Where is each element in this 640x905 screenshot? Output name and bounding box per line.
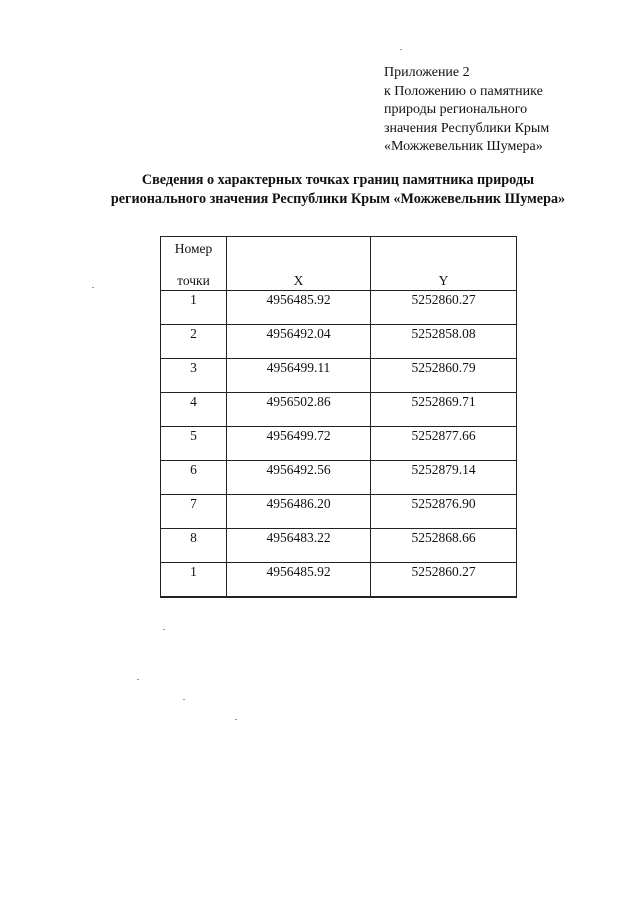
cell-x: 4956483.22 bbox=[227, 529, 371, 563]
cell-x: 4956502.86 bbox=[227, 393, 371, 427]
appendix-line: значения Республики Крым bbox=[384, 120, 550, 136]
header-point-number-line2: точки bbox=[177, 273, 210, 288]
cell-point: 5 bbox=[161, 427, 227, 461]
cell-point: 7 bbox=[161, 495, 227, 529]
table-row bbox=[161, 359, 517, 393]
appendix-line: к Положению о памятнике bbox=[384, 83, 543, 99]
cell-point: 6 bbox=[161, 461, 227, 495]
cell-y: 5252860.79 bbox=[371, 359, 517, 393]
cell-point: 8 bbox=[161, 529, 227, 563]
appendix-block bbox=[384, 64, 549, 157]
table-row bbox=[161, 461, 517, 495]
cell-y: 5252860.27 bbox=[371, 563, 517, 598]
cell-y: 5252869.71 bbox=[371, 393, 517, 427]
scan-speck bbox=[137, 679, 139, 680]
table-row bbox=[161, 325, 517, 359]
cell-x: 4956486.20 bbox=[227, 495, 371, 529]
cell-point: 1 bbox=[161, 291, 227, 325]
appendix-line: «Можжевельник Шумера» bbox=[384, 139, 543, 154]
header-point-number bbox=[161, 237, 227, 291]
table-row bbox=[161, 563, 517, 598]
scan-speck bbox=[400, 49, 402, 50]
cell-x: 4956485.92 bbox=[227, 291, 371, 325]
table-row bbox=[161, 495, 517, 529]
header-x: X bbox=[227, 237, 371, 291]
table-row bbox=[161, 291, 517, 325]
cell-x: 4956492.56 bbox=[227, 461, 371, 495]
cell-y: 5252868.66 bbox=[371, 529, 517, 563]
cell-y: 5252877.66 bbox=[371, 427, 517, 461]
table-row bbox=[161, 529, 517, 563]
cell-y: 5252860.27 bbox=[371, 291, 517, 325]
cell-y: 5252879.14 bbox=[371, 461, 517, 495]
header-y: Y bbox=[371, 237, 517, 291]
table-row bbox=[161, 427, 517, 461]
cell-point: 1 bbox=[161, 563, 227, 598]
appendix-line: Приложение 2 bbox=[384, 65, 470, 80]
cell-x: 4956492.04 bbox=[227, 325, 371, 359]
title-line-1: Сведения о характерных точках границ памятника природы bbox=[141, 172, 535, 188]
coordinates-table bbox=[160, 236, 517, 598]
scan-speck bbox=[163, 629, 165, 630]
title-line-2: регионального значения Республики Крым «Можжевельник Шумера» bbox=[110, 191, 566, 207]
cell-y: 5252858.08 bbox=[371, 325, 517, 359]
cell-x: 4956485.92 bbox=[227, 563, 371, 598]
cell-point: 4 bbox=[161, 393, 227, 427]
scan-speck bbox=[235, 719, 237, 720]
document-title bbox=[0, 171, 640, 209]
header-point-number-line1: Номер bbox=[174, 241, 213, 256]
cell-y: 5252876.90 bbox=[371, 495, 517, 529]
table-header-row bbox=[161, 237, 517, 291]
cell-point: 2 bbox=[161, 325, 227, 359]
cell-x: 4956499.11 bbox=[227, 359, 371, 393]
appendix-line: природы регионального bbox=[384, 102, 528, 117]
cell-point: 3 bbox=[161, 359, 227, 393]
scan-speck bbox=[92, 287, 94, 288]
scan-speck bbox=[183, 699, 185, 700]
cell-x: 4956499.72 bbox=[227, 427, 371, 461]
table-row bbox=[161, 393, 517, 427]
